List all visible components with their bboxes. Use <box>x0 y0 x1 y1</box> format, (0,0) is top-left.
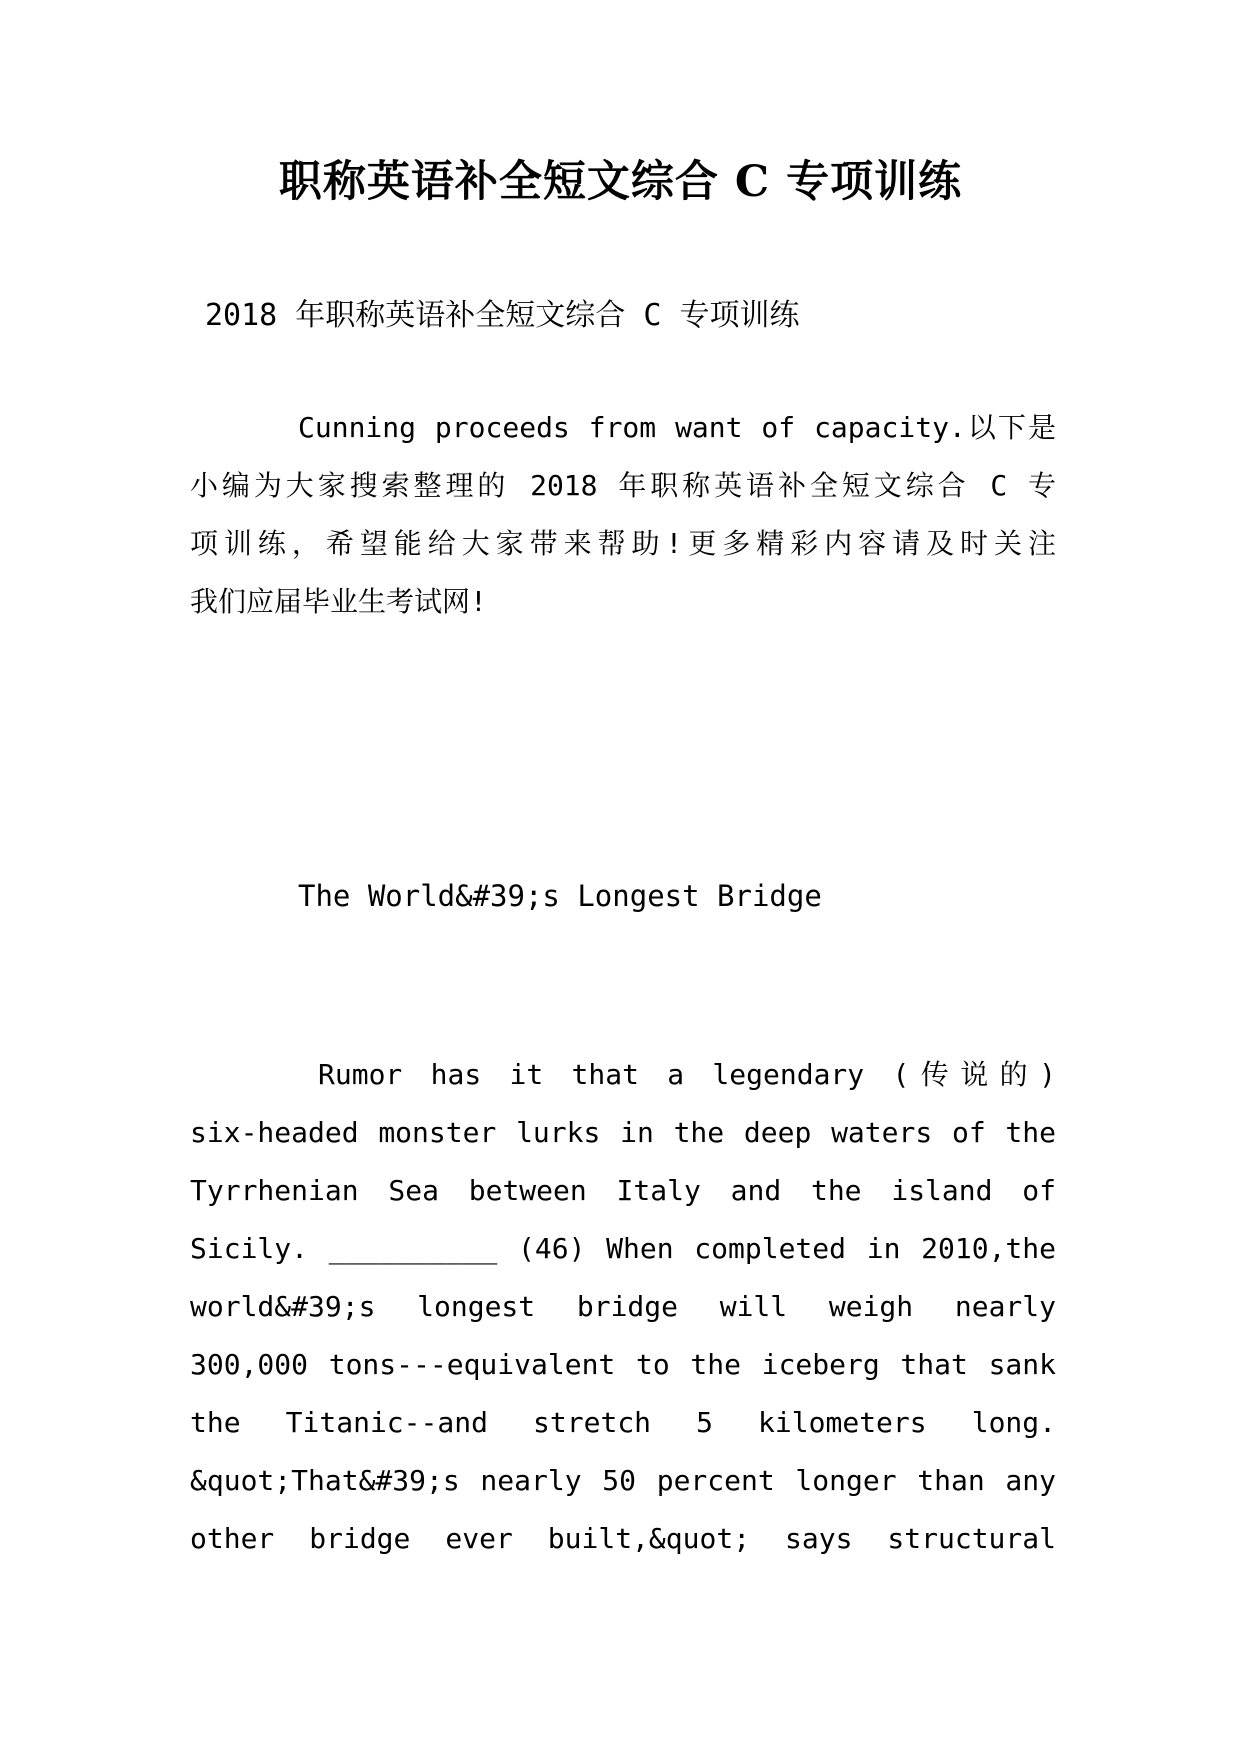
body-line: Rumor has it that a legendary (传说的) <box>318 1058 1056 1091</box>
section-heading: The World&#39;s Longest Bridge <box>298 879 822 913</box>
body-line: Tyrrhenian Sea between Italy and the island of <box>190 1174 1056 1207</box>
body-line: world&#39;s longest bridge will weigh nearly <box>190 1290 1056 1323</box>
document-subtitle: 2018 年职称英语补全短文综合 C 专项训练 <box>205 298 800 333</box>
intro-line: 项训练，希望能给大家带来帮助!更多精彩内容请及时关注 <box>190 527 1056 560</box>
intro-line: 我们应届毕业生考试网! <box>190 585 487 618</box>
document-title: 职称英语补全短文综合 C 专项训练 <box>278 157 963 207</box>
intro-line: Cunning proceeds from want of capacity.以下是 <box>298 411 1056 444</box>
body-line: six-headed monster lurks in the deep waters of the <box>190 1116 1056 1149</box>
body-line: other bridge ever built,&quot; says structural <box>190 1522 1056 1555</box>
body-line: &quot;That&#39;s nearly 50 percent longer than any <box>190 1464 1056 1497</box>
body-line: 300,000 tons---equivalent to the iceberg that sank <box>190 1348 1056 1381</box>
body-line: the Titanic--and stretch 5 kilometers long. <box>190 1406 1056 1439</box>
intro-line: 小编为大家搜索整理的 2018 年职称英语补全短文综合 C 专 <box>190 469 1056 502</box>
intro-paragraph <box>190 399 1056 631</box>
body-paragraph <box>190 1046 1056 1568</box>
body-line: Sicily. __________ (46) When completed in 2010,the <box>190 1232 1056 1265</box>
